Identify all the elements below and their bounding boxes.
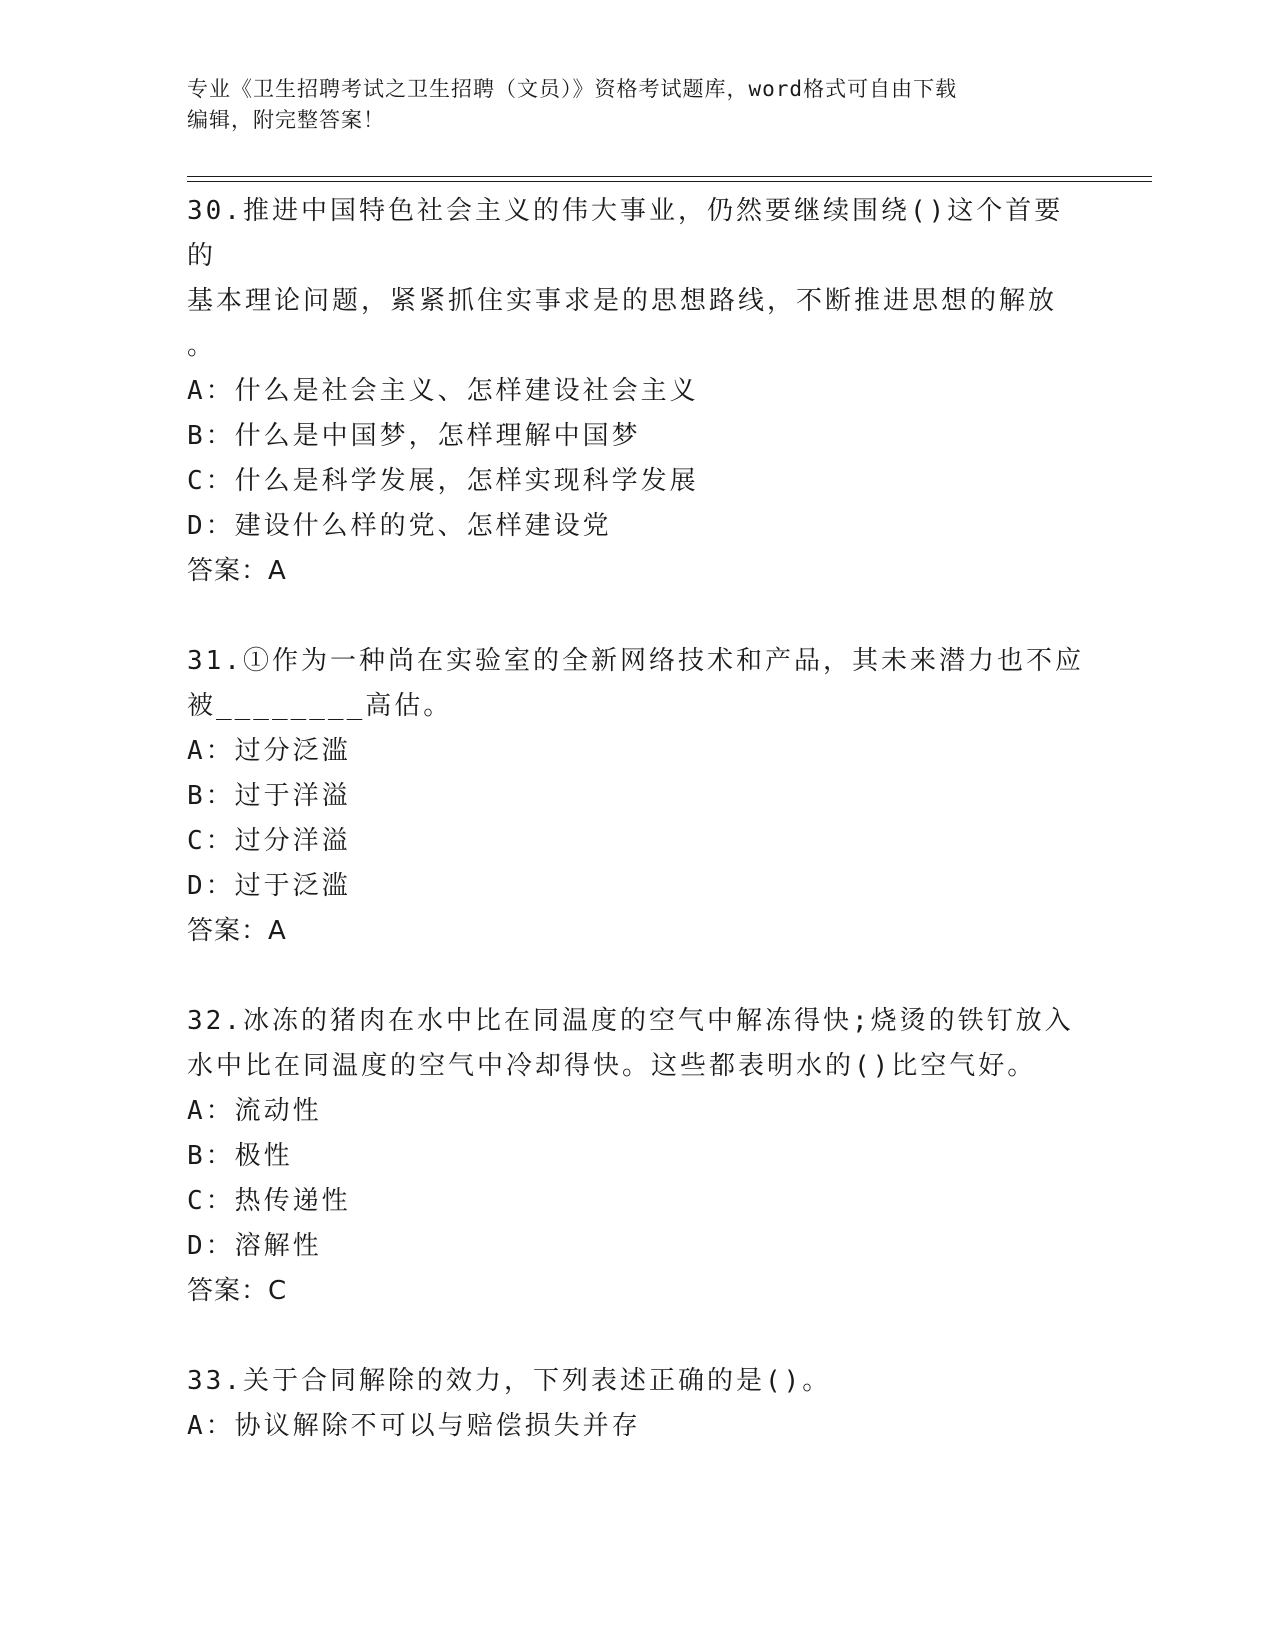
answer-label: 答案：C <box>187 1276 288 1306</box>
question-stem-line: 31.①作为一种尚在实验室的全新网络技术和产品，其未来潜力也不应 <box>187 646 1084 676</box>
option-c: C：什么是科学发展，怎样实现科学发展 <box>187 466 699 496</box>
question-stem-line: 基本理论问题，紧紧抓住实事求是的思想路线，不断推进思想的解放 <box>187 286 1058 316</box>
option-a: A：流动性 <box>187 1096 322 1126</box>
option-c: C：过分洋溢 <box>187 826 351 856</box>
question-list <box>187 189 1087 1494</box>
question-32 <box>187 999 1087 1314</box>
option-a: A：什么是社会主义、怎样建设社会主义 <box>187 376 699 406</box>
option-a: A：过分泛滥 <box>187 736 351 766</box>
option-b: B：极性 <box>187 1141 293 1171</box>
question-33 <box>187 1359 1087 1449</box>
question-31 <box>187 639 1087 954</box>
option-d: D：建设什么样的党、怎样建设党 <box>187 511 612 541</box>
question-stem-line: 32.冰冻的猪肉在水中比在同温度的空气中解冻得快;烧烫的铁钉放入 <box>187 1006 1074 1036</box>
header-divider-top <box>187 176 1152 177</box>
question-stem-line: 被________高估。 <box>187 691 453 721</box>
option-c: C：热传递性 <box>187 1186 351 1216</box>
document-header <box>187 74 1067 136</box>
option-d: D：溶解性 <box>187 1231 322 1261</box>
question-30 <box>187 189 1087 594</box>
header-line-1: 专业《卫生招聘考试之卫生招聘（文员）》资格考试题库，word格式可自由下载 <box>187 77 958 101</box>
question-stem-line: 33.关于合同解除的效力，下列表述正确的是()。 <box>187 1366 832 1396</box>
option-b: B：过于洋溢 <box>187 781 351 811</box>
question-stem-line: 30.推进中国特色社会主义的伟大事业，仍然要继续围绕()这个首要的 <box>187 196 1064 271</box>
answer-label: 答案：A <box>187 556 287 586</box>
question-stem-line: 。 <box>187 331 217 361</box>
option-d: D：过于泛滥 <box>187 871 351 901</box>
answer-label: 答案：A <box>187 916 287 946</box>
option-a: A：协议解除不可以与赔偿损失并存 <box>187 1411 641 1441</box>
option-b: B：什么是中国梦，怎样理解中国梦 <box>187 421 641 451</box>
header-line-2: 编辑，附完整答案！ <box>187 108 385 132</box>
question-stem-line: 水中比在同温度的空气中冷却得快。这些都表明水的()比空气好。 <box>187 1051 1037 1081</box>
header-divider-bottom <box>187 181 1152 182</box>
